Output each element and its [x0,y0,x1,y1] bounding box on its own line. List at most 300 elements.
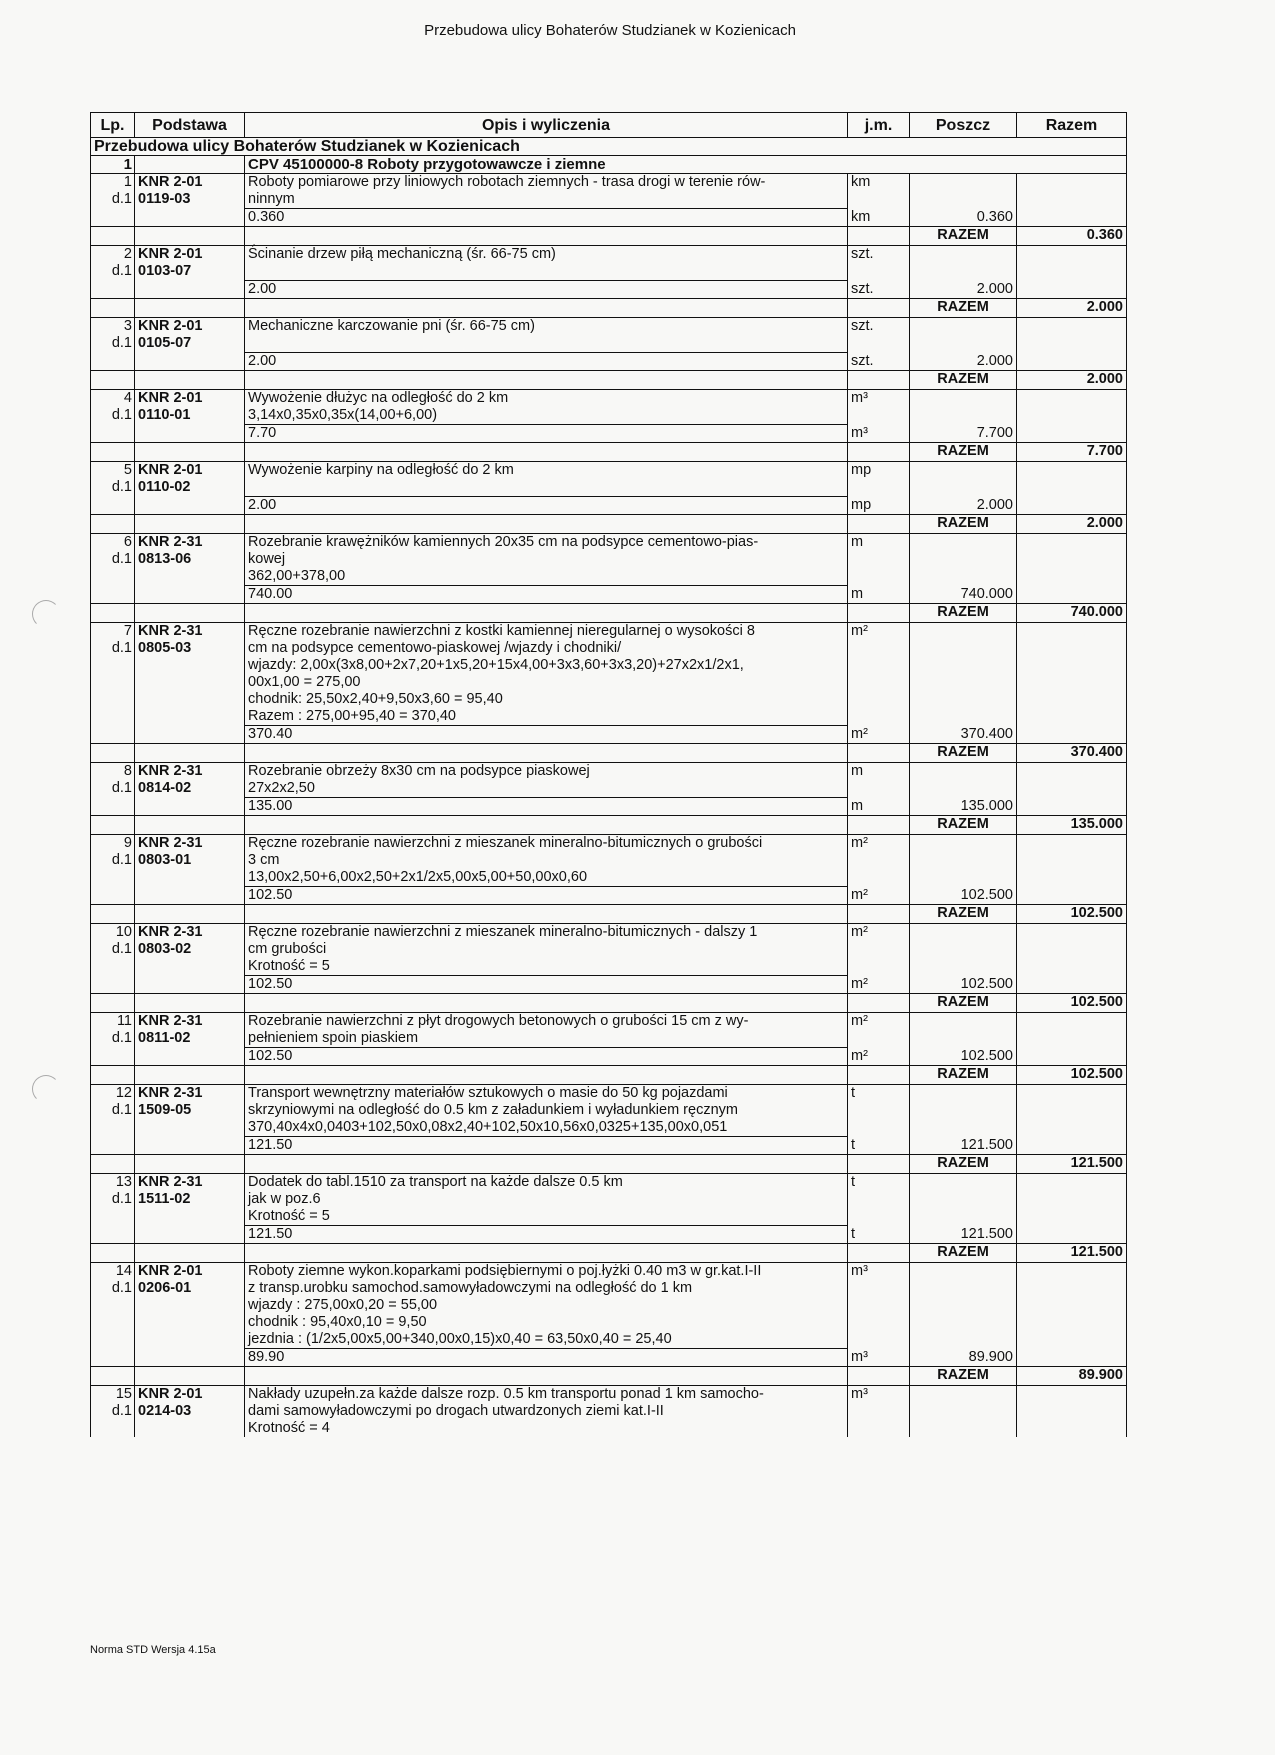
item-basis-position: 0103-07 [138,263,192,279]
item-basis-cell [135,1263,245,1367]
razem-label: RAZEM [910,604,1017,623]
item-description-cell [245,924,848,994]
razem-spacer [245,1155,848,1174]
razem-spacer [135,905,245,924]
item-basis-cell [135,462,245,515]
item-basis-position: 0803-01 [138,852,192,868]
razem-spacer [135,816,245,835]
item-lp-cell [91,174,135,227]
item-sub: d.1 [111,1191,132,1207]
item-description-line: 362,00+378,00 [248,568,346,584]
item-description-line: Dodatek do tabl.1510 za transport na każde dalsze 0.5 km [248,1174,623,1190]
item-unit: m³ [851,390,868,406]
item-quantity: 89.90 [245,1348,847,1366]
razem-spacer [91,1367,135,1386]
item-unit-result: m [851,798,864,814]
item-description-line: pełnieniem spoin piaskiem [248,1030,419,1046]
item-sub: d.1 [111,551,132,567]
razem-row [91,1244,1127,1263]
item-unit-result: t [851,1137,856,1153]
razem-label: RAZEM [910,994,1017,1013]
razem-spacer [91,227,135,246]
cost-estimate-table [90,112,1127,1437]
razem-label: RAZEM [910,744,1017,763]
item-lp: 14 [115,1263,132,1279]
item-poszcz: 2.000 [910,462,1017,515]
razem-spacer [848,371,910,390]
item-quantity: 102.50 [245,975,847,993]
item-description-line: jezdnia : (1/2x5,00x5,00+340,00x0,15)x0,40 = 63,50x0,40 = 25,40 [248,1331,672,1347]
item-poszcz: 7.700 [910,390,1017,443]
item-basis-catalog: KNR 2-31 [138,835,203,851]
razem-spacer [245,905,848,924]
item-description-line: 00x1,00 = 275,00 [248,674,361,690]
item-quantity: 7.70 [245,424,847,442]
razem-spacer [848,299,910,318]
item-description-line: Rozebranie krawężników kamiennych 20x35 cm na podsypce cementowo-pias- [248,534,759,550]
item-unit: mp [851,462,872,478]
item-description-cell [245,1085,848,1155]
table-row [91,390,1127,443]
item-description-line [248,479,844,496]
item-lp: 8 [123,763,132,779]
razem-row [91,515,1127,534]
item-basis-cell [135,1174,245,1244]
razem-row [91,816,1127,835]
item-sub: d.1 [111,1403,132,1419]
item-razem-empty [1017,1263,1127,1367]
item-quantity: 740.00 [245,585,847,603]
item-unit: szt. [851,318,874,334]
item-description-line: kowej [248,551,286,567]
table-row [91,318,1127,371]
item-razem-empty [1017,462,1127,515]
item-razem-empty [1017,174,1127,227]
item-lp-cell [91,1013,135,1066]
razem-value: 2.000 [1017,515,1127,534]
item-unit: m² [851,1013,868,1029]
item-description-line: 27x2x2,50 [248,780,315,796]
item-description-line: Rozebranie obrzeży 8x30 cm na podsypce piaskowej [248,763,590,779]
item-description-line: Ręczne rozebranie nawierzchni z mieszanek mineralno-bitumicznych o grubości [248,835,763,851]
item-unit: m³ [851,1386,868,1402]
table-row [91,174,1127,227]
item-poszcz: 2.000 [910,246,1017,299]
item-basis-catalog: KNR 2-31 [138,623,203,639]
item-unit-result: m² [851,976,868,992]
item-razem-empty [1017,623,1127,744]
item-description-line: Rozebranie nawierzchni z płyt drogowych betonowych o grubości 15 cm z wy- [248,1013,749,1029]
item-basis-position: 0119-03 [138,191,191,207]
table-row [91,835,1127,905]
table-row [91,246,1127,299]
item-sub: d.1 [111,479,132,495]
item-description-cell [245,462,848,515]
group-row [91,156,1127,174]
item-lp-cell [91,1263,135,1367]
item-description-line: chodnik: 25,50x2,40+9,50x3,60 = 95,40 [248,691,503,707]
item-description-cell [245,318,848,371]
item-basis-position: 0214-03 [138,1403,192,1419]
razem-value: 102.500 [1017,905,1127,924]
item-unit: m [851,534,864,550]
item-basis-catalog: KNR 2-01 [138,318,203,334]
item-razem-empty [1017,318,1127,371]
razem-value: 102.500 [1017,1066,1127,1085]
razem-label: RAZEM [910,1244,1017,1263]
razem-value: 121.500 [1017,1244,1127,1263]
header-lp: Lp. [91,113,135,138]
item-unit-result: m³ [851,425,868,441]
item-quantity: 121.50 [245,1136,847,1154]
item-unit-cell [848,318,910,371]
razem-spacer [135,744,245,763]
razem-spacer [91,744,135,763]
item-basis-position: 0105-07 [138,335,192,351]
razem-value: 370.400 [1017,744,1127,763]
item-lp: 11 [116,1013,132,1029]
item-basis-catalog: KNR 2-31 [138,1085,203,1101]
item-basis-catalog: KNR 2-31 [138,534,203,550]
item-sub: d.1 [111,191,132,207]
razem-label: RAZEM [910,299,1017,318]
razem-row [91,1066,1127,1085]
razem-spacer [135,1367,245,1386]
item-poszcz: 121.500 [910,1174,1017,1244]
item-basis-catalog: KNR 2-01 [138,462,203,478]
item-unit-cell [848,1174,910,1244]
item-description-line: chodnik : 95,40x0,10 = 9,50 [248,1314,427,1330]
item-sub: d.1 [111,1030,132,1046]
punch-hole-mark [32,1075,60,1103]
razem-spacer [91,994,135,1013]
item-lp-cell [91,623,135,744]
razem-spacer [848,994,910,1013]
razem-row [91,744,1127,763]
item-description-line: Transport wewnętrzny materiałów sztukowych o masie do 50 kg pojazdami [248,1085,728,1101]
razem-spacer [245,816,848,835]
section-row [91,138,1127,156]
item-description-cell [245,246,848,299]
item-unit-cell [848,1085,910,1155]
table-row [91,1263,1127,1367]
table-row [91,924,1127,994]
razem-spacer [848,1155,910,1174]
item-lp-cell [91,246,135,299]
razem-row [91,443,1127,462]
section-title: Przebudowa ulicy Bohaterów Studzianek w Kozienicach [91,138,1127,156]
razem-spacer [91,905,135,924]
item-razem-empty [1017,924,1127,994]
item-description-cell [245,174,848,227]
item-basis-catalog: KNR 2-31 [138,924,203,940]
item-lp-cell [91,835,135,905]
razem-spacer [245,994,848,1013]
item-lp-cell [91,924,135,994]
item-poszcz: 89.900 [910,1263,1017,1367]
item-description-line: Krotność = 5 [248,1208,330,1224]
item-description-line: z transp.urobku samochod.samowyładowczymi na odległość do 1 km [248,1280,693,1296]
item-lp: 9 [123,835,132,851]
razem-label: RAZEM [910,443,1017,462]
item-description-cell [245,390,848,443]
item-basis-cell [135,390,245,443]
item-description-line: Razem : 275,00+95,40 = 370,40 [248,708,456,724]
item-poszcz: 102.500 [910,835,1017,905]
item-razem-empty [1017,1386,1127,1438]
item-unit-cell [848,1263,910,1367]
item-basis-cell [135,318,245,371]
razem-label: RAZEM [910,515,1017,534]
footer-version: Norma STD Wersja 4.15a [90,1644,216,1656]
razem-spacer [135,515,245,534]
razem-row [91,905,1127,924]
razem-spacer [135,1066,245,1085]
item-description-line: ninnym [248,191,295,207]
item-razem-empty [1017,1085,1127,1155]
table-row [91,1174,1127,1244]
item-unit-result: km [851,209,871,225]
item-unit: szt. [851,246,874,262]
item-razem-empty [1017,390,1127,443]
item-sub: d.1 [111,1280,132,1296]
item-description-cell [245,623,848,744]
razem-spacer [245,299,848,318]
item-description-line: Ręczne rozebranie nawierzchni z kostki kamiennej nieregularnej o wysokości 8 [248,623,755,639]
table-row [91,534,1127,604]
item-basis-position: 0803-02 [138,941,192,957]
item-unit: t [851,1174,856,1190]
item-description-cell [245,763,848,816]
item-unit-cell [848,534,910,604]
item-basis-position: 0813-06 [138,551,192,567]
item-description-line: 3,14x0,35x0,35x(14,00+6,00) [248,407,438,423]
item-unit: m³ [851,1263,868,1279]
razem-spacer [245,515,848,534]
item-basis-cell [135,246,245,299]
item-basis-catalog: KNR 2-31 [138,763,203,779]
item-lp-cell [91,390,135,443]
item-sub: d.1 [111,407,132,423]
item-description-line: Roboty ziemne wykon.koparkami podsiębiernymi o poj.łyżki 0.40 m3 w gr.kat.I-II [248,1263,762,1279]
razem-value: 135.000 [1017,816,1127,835]
razem-row [91,371,1127,390]
item-basis-cell [135,623,245,744]
item-description-line: wjazdy : 275,00x0,20 = 55,00 [248,1297,438,1313]
item-description-line: wjazdy: 2,00x(3x8,00+2x7,20+1x5,20+15x4,00+3x3,60+3x3,20)+27x2x1/2x1, [248,657,744,673]
item-description-line: dami samowyładowczymi po drogach utwardzonych ziemi kat.I-II [248,1403,664,1419]
header-opis: Opis i wyliczenia [245,113,848,138]
razem-spacer [245,443,848,462]
table-row [91,462,1127,515]
item-basis-position: 0814-02 [138,780,192,796]
cost-estimate-table-wrap [90,112,1126,1437]
item-quantity: 0.360 [245,208,847,226]
razem-spacer [91,816,135,835]
razem-spacer [135,604,245,623]
item-description-line: 3 cm [248,852,280,868]
item-sub: d.1 [111,1102,132,1118]
item-lp: 4 [123,390,132,406]
razem-value: 121.500 [1017,1155,1127,1174]
razem-spacer [91,443,135,462]
razem-row [91,1155,1127,1174]
razem-spacer [848,1367,910,1386]
item-quantity: 102.50 [245,886,847,904]
item-sub: d.1 [111,852,132,868]
item-quantity: 2.00 [245,352,847,370]
item-basis-position: 0206-01 [138,1280,192,1296]
razem-spacer [245,744,848,763]
item-lp-cell [91,763,135,816]
item-poszcz: 102.500 [910,1013,1017,1066]
item-razem-empty [1017,246,1127,299]
punch-hole-mark [32,600,60,628]
item-description-line: 13,00x2,50+6,00x2,50+2x1/2x5,00x5,00+50,00x0,60 [248,869,588,885]
item-description-line: Ręczne rozebranie nawierzchni z mieszanek mineralno-bitumicznych - dalszy 1 [248,924,758,940]
item-basis-position: 0110-02 [138,479,191,495]
item-poszcz: 135.000 [910,763,1017,816]
razem-label: RAZEM [910,227,1017,246]
item-lp: 15 [115,1386,132,1402]
item-basis-cell [135,1013,245,1066]
item-lp-cell [91,1386,135,1438]
item-description-line: cm grubości [248,941,327,957]
razem-spacer [91,371,135,390]
razem-spacer [245,371,848,390]
item-poszcz: 740.000 [910,534,1017,604]
razem-spacer [848,515,910,534]
item-unit-result: m [851,586,864,602]
item-lp: 2 [123,246,132,262]
razem-value: 102.500 [1017,994,1127,1013]
razem-label: RAZEM [910,1155,1017,1174]
group-lp: 1 [91,156,135,174]
item-basis-cell [135,924,245,994]
razem-value: 2.000 [1017,371,1127,390]
razem-label: RAZEM [910,371,1017,390]
item-quantity: 102.50 [245,1047,847,1065]
item-description-line: Nakłady uzupełn.za każde dalsze rozp. 0.5 km transportu ponad 1 km samocho- [248,1386,764,1402]
item-quantity: 2.00 [245,496,847,514]
item-unit-result: szt. [851,281,874,297]
razem-spacer [848,604,910,623]
item-basis-cell [135,1386,245,1438]
item-poszcz: 0.360 [910,174,1017,227]
header-podstawa: Podstawa [135,113,245,138]
item-lp-cell [91,1174,135,1244]
item-unit-result: m² [851,1048,868,1064]
item-unit-cell [848,924,910,994]
item-poszcz: 102.500 [910,924,1017,994]
razem-spacer [848,816,910,835]
item-quantity: 370.40 [245,725,847,743]
razem-spacer [91,299,135,318]
item-description-cell [245,1174,848,1244]
razem-spacer [91,1155,135,1174]
item-lp: 6 [123,534,132,550]
item-sub: d.1 [111,263,132,279]
razem-spacer [91,1066,135,1085]
item-unit-cell [848,1386,910,1438]
item-unit-result: m² [851,887,868,903]
item-unit-result: szt. [851,353,874,369]
razem-spacer [245,604,848,623]
item-unit: m² [851,924,868,940]
item-basis-cell [135,835,245,905]
razem-value: 2.000 [1017,299,1127,318]
item-basis-catalog: KNR 2-01 [138,174,203,190]
razem-row [91,994,1127,1013]
item-description-line [248,263,844,280]
item-sub: d.1 [111,640,132,656]
razem-label: RAZEM [910,816,1017,835]
item-unit: m [851,763,864,779]
item-description-line: jak w poz.6 [248,1191,321,1207]
group-spacer [135,156,245,174]
table-row [91,1085,1127,1155]
razem-row [91,604,1127,623]
item-unit-cell [848,623,910,744]
item-sub: d.1 [111,941,132,957]
item-unit-result: m² [851,726,868,742]
razem-spacer [91,1244,135,1263]
razem-label: RAZEM [910,905,1017,924]
razem-value: 89.900 [1017,1367,1127,1386]
razem-spacer [848,905,910,924]
item-unit-cell [848,174,910,227]
razem-spacer [245,1367,848,1386]
item-quantity: 2.00 [245,280,847,298]
item-poszcz: 121.500 [910,1085,1017,1155]
item-description-cell [245,1263,848,1367]
razem-spacer [848,227,910,246]
item-basis-cell [135,174,245,227]
item-lp: 10 [115,924,132,940]
item-poszcz [910,1386,1017,1438]
table-header-row [91,113,1127,138]
item-description-line: Wywożenie karpiny na odległość do 2 km [248,462,514,478]
item-basis-catalog: KNR 2-01 [138,390,203,406]
item-razem-empty [1017,835,1127,905]
razem-spacer [245,1066,848,1085]
item-description-cell [245,1013,848,1066]
item-description-line: Ścinanie drzew piłą mechaniczną (śr. 66-75 cm) [248,246,556,262]
item-description-line: skrzyniowymi na odległość do 0.5 km z załadunkiem i wyładunkiem ręcznym [248,1102,738,1118]
item-description-cell [245,1386,848,1438]
razem-label: RAZEM [910,1066,1017,1085]
item-description-line: Krotność = 5 [248,958,330,974]
razem-value: 7.700 [1017,443,1127,462]
item-lp-cell [91,462,135,515]
item-description-cell [245,835,848,905]
item-unit-result: m³ [851,1349,868,1365]
item-lp: 12 [115,1085,132,1101]
header-jm: j.m. [848,113,910,138]
item-poszcz: 370.400 [910,623,1017,744]
header-razem: Razem [1017,113,1127,138]
item-basis-position: 0811-02 [138,1030,191,1046]
razem-spacer [135,443,245,462]
razem-label: RAZEM [910,1367,1017,1386]
item-razem-empty [1017,1174,1127,1244]
razem-spacer [848,1244,910,1263]
item-basis-position: 0110-01 [138,407,191,423]
item-unit-result: mp [851,497,872,513]
item-lp: 5 [123,462,132,478]
item-description-line: Krotność = 4 [248,1420,330,1436]
item-lp: 7 [123,623,132,639]
